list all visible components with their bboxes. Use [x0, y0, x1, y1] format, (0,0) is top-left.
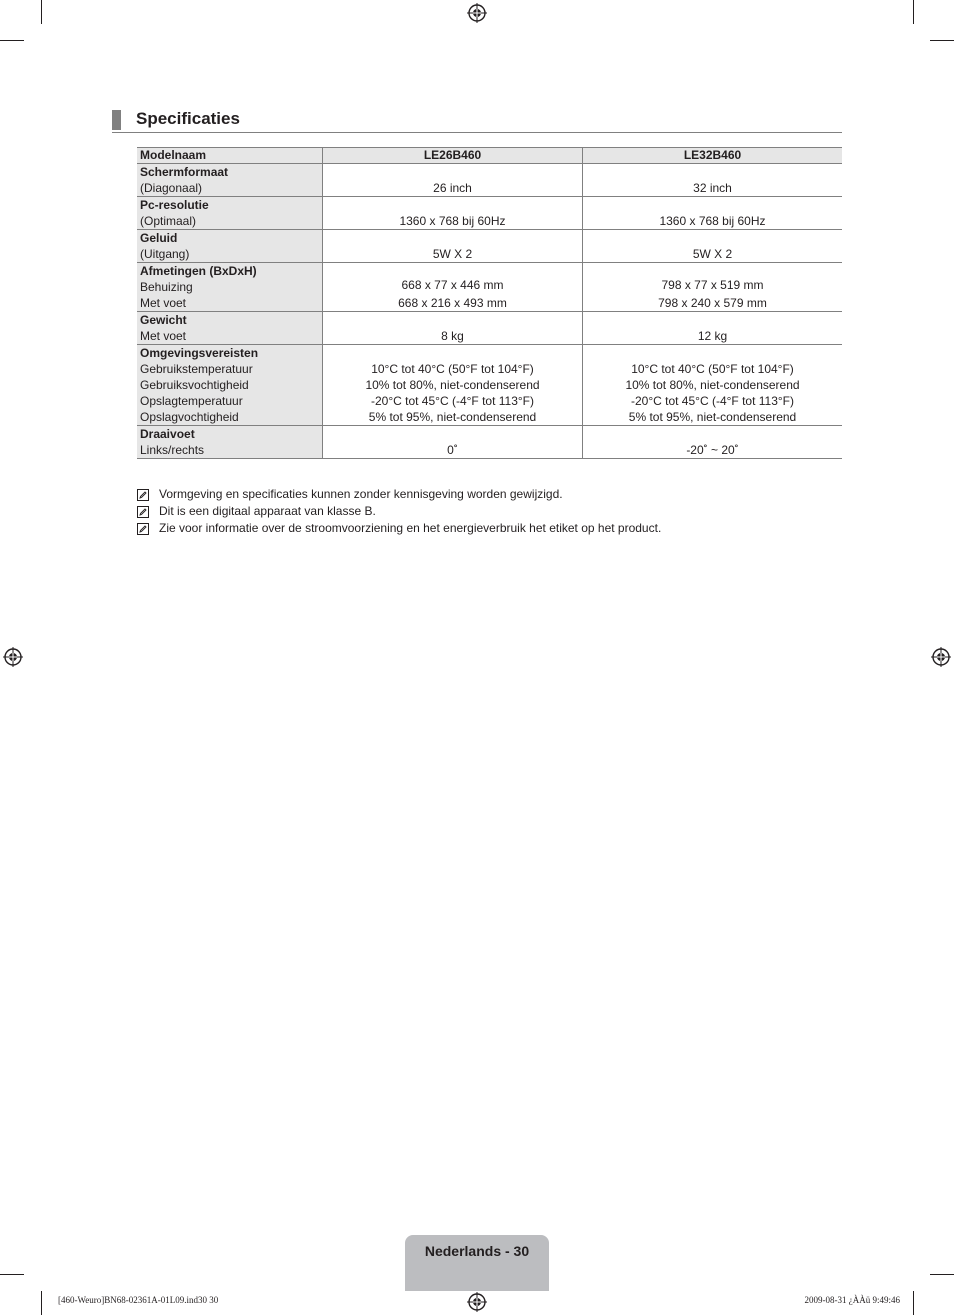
- table-row: [137, 426, 842, 459]
- note-text: Dit is een digitaal apparaat van klasse B.: [159, 504, 376, 518]
- value-cell: [583, 345, 843, 426]
- table-row: [137, 263, 842, 312]
- note-text: Vormgeving en specificaties kunnen zonder kennisgeving worden gewijzigd.: [159, 487, 563, 501]
- print-slug-file: [460-Weuro]BN68-02361A-01L09.ind30 30: [58, 1295, 219, 1305]
- spec-name: Geluid: [140, 231, 178, 245]
- table-row: [137, 345, 842, 426]
- spec-value: 0˚: [447, 443, 458, 457]
- crop-mark: [930, 1274, 954, 1275]
- spec-table: [137, 147, 842, 459]
- row-label: [137, 230, 323, 263]
- spec-sub: (Optimaal): [140, 214, 197, 228]
- section-title: Specificaties: [136, 109, 240, 128]
- note-item: [137, 520, 661, 537]
- note-item: [137, 503, 661, 520]
- crop-mark: [41, 1291, 42, 1315]
- spec-value: 5W X 2: [432, 247, 473, 261]
- spec-value: -20°C tot 45°C (-4°F tot 113°F): [630, 394, 795, 408]
- value-cell: [583, 263, 843, 312]
- spec-value: 1360 x 768 bij 60Hz: [399, 214, 506, 228]
- note-pencil-icon: [137, 489, 149, 501]
- page-number: Nederlands - 30: [424, 1243, 530, 1259]
- spec-value: 12 kg: [697, 329, 728, 343]
- section-header: [112, 108, 842, 133]
- table-row: [137, 197, 842, 230]
- row-label: [137, 164, 323, 197]
- crop-mark: [0, 40, 24, 41]
- row-label: [137, 197, 323, 230]
- spec-value: 798 x 77 x 519 mm: [661, 278, 764, 292]
- spec-name: Afmetingen (BxDxH): [140, 264, 257, 278]
- spec-value: 798 x 240 x 579 mm: [658, 296, 767, 310]
- page-footer-tab: [405, 1235, 549, 1291]
- spec-name: Pc-resolutie: [140, 198, 209, 212]
- row-label: [137, 345, 323, 426]
- spec-value: 32 inch: [693, 181, 732, 195]
- row-label: [137, 312, 323, 345]
- crop-mark: [913, 1291, 914, 1315]
- header-model-1: LE26B460: [323, 148, 583, 164]
- spec-value: 5W X 2: [692, 247, 733, 261]
- row-label: [137, 426, 323, 459]
- print-slug-date: 2009-08-31 ¿ÀÀü 9:49:46: [804, 1295, 900, 1305]
- spec-value: 10% tot 80%, niet-condenserend: [365, 378, 540, 392]
- value-cell: [583, 312, 843, 345]
- table-row: [137, 230, 842, 263]
- value-cell: [323, 164, 583, 197]
- spec-sub: Met voet: [140, 296, 187, 310]
- crop-mark: [0, 1274, 24, 1275]
- table-header-row: [137, 148, 842, 164]
- crop-mark: [41, 0, 42, 24]
- note-text: Zie voor informatie over de stroomvoorziening en het energieverbruik het etiket op het product.: [159, 521, 662, 535]
- table-row: [137, 312, 842, 345]
- spec-sub: (Diagonaal): [140, 181, 203, 195]
- spec-sub: Opslagvochtigheid: [140, 410, 239, 424]
- value-cell: [323, 197, 583, 230]
- value-cell: [323, 230, 583, 263]
- heading-bar: [112, 110, 121, 130]
- spec-value: 668 x 216 x 493 mm: [398, 296, 507, 310]
- crop-mark: [913, 0, 914, 24]
- spec-value: 10% tot 80%, niet-condenserend: [625, 378, 800, 392]
- value-cell: [323, 426, 583, 459]
- spec-sub: Gebruikstemperatuur: [140, 362, 253, 376]
- registration-mark-icon: [931, 647, 951, 667]
- notes-list: [137, 486, 661, 537]
- crop-mark: [930, 40, 954, 41]
- spec-sub: Met voet: [140, 329, 187, 343]
- spec-value: 1360 x 768 bij 60Hz: [659, 214, 766, 228]
- note-item: [137, 486, 661, 503]
- spec-value: -20°C tot 45°C (-4°F tot 113°F): [370, 394, 535, 408]
- spec-sub: Links/rechts: [140, 443, 205, 457]
- value-cell: [323, 312, 583, 345]
- spec-sub: Opslagtemperatuur: [140, 394, 243, 408]
- spec-value: 26 inch: [433, 181, 472, 195]
- spec-value: 10°C tot 40°C (50°F tot 104°F): [371, 362, 534, 376]
- value-cell: [323, 345, 583, 426]
- value-cell: [583, 197, 843, 230]
- note-pencil-icon: [137, 506, 149, 518]
- value-cell: [583, 230, 843, 263]
- value-cell: [583, 426, 843, 459]
- spec-value: -20˚ ~ 20˚: [686, 443, 739, 457]
- spec-name: Draaivoet: [140, 427, 195, 441]
- value-cell: [583, 164, 843, 197]
- spec-name: Gewicht: [140, 313, 187, 327]
- spec-value: 10°C tot 40°C (50°F tot 104°F): [631, 362, 794, 376]
- header-modelname: Modelnaam: [137, 148, 323, 164]
- spec-sub: Behuizing: [140, 280, 193, 294]
- spec-name: Schermformaat: [140, 165, 229, 179]
- registration-mark-icon: [3, 647, 23, 667]
- spec-value: 8 kg: [441, 329, 464, 343]
- spec-value: 5% tot 95%, niet-condenserend: [368, 410, 537, 424]
- registration-mark-icon: [467, 1292, 487, 1312]
- header-model-2: LE32B460: [583, 148, 843, 164]
- spec-value: 668 x 77 x 446 mm: [401, 278, 504, 292]
- spec-name: Omgevingsvereisten: [140, 346, 259, 360]
- registration-mark-icon: [467, 3, 487, 23]
- value-cell: [323, 263, 583, 312]
- note-pencil-icon: [137, 523, 149, 535]
- table-row: [137, 164, 842, 197]
- row-label: [137, 263, 323, 312]
- spec-value: 5% tot 95%, niet-condenserend: [628, 410, 797, 424]
- spec-sub: (Uitgang): [140, 247, 190, 261]
- spec-sub: Gebruiksvochtigheid: [140, 378, 249, 392]
